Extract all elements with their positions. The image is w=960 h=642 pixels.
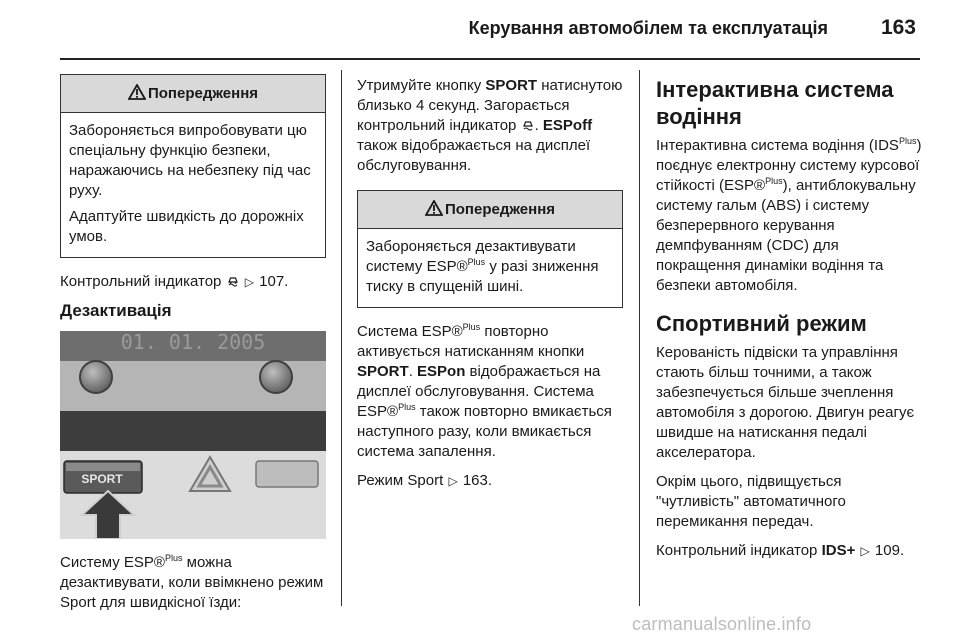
deactivation-intro: Систему ESP®$^{Plus}$ можна дезактивувати, коли ввімкнено режим Sport для швидкісної їзди: (60, 553, 324, 611)
warning-box-1-text-1: Забороняється випробовувати цю спеціальну функцію безпеки, наражаючись на небезпеку під час руху. (69, 122, 311, 199)
sport-mode-description: Керованість підвіски та управління стають більш точними, а також забезпечується більше зчеплення автомобіля з дорогою. Двигун реагує швидше на натискання педалі акселератора. (656, 344, 915, 461)
sport-button-label: SPORT (81, 472, 123, 486)
section-heading-deactivation: Дезактивація (60, 301, 172, 320)
ids-description: Інтерактивна система водіння $(IDS^{Plus})$ поєднує електронну систему курсової стійкості (ESP®$^{Plus}$), антиблокувальну систему гальм (ABS) і систему безперервного керування демпфуванням (CDC) для покращення динаміки водіння та безпеки автомобіля. (656, 136, 922, 294)
esp-indicator-icon (521, 118, 535, 132)
display-date: 01. 01. 2005 (120, 331, 266, 354)
reference-arrow-icon: ▷ (244, 275, 254, 289)
warning-triangle-icon (425, 200, 443, 216)
reactivation-paragraph: Система ESP®$^{Plus}$ повторно активується натисканням кнопки SPORT. ESPon відображається на дисплеї обслуговування. Система ESP®$^{Plus}$ також повторно вмикається наступного разу, коли вмикається система запалення. (357, 322, 612, 460)
column-divider-2 (639, 70, 640, 606)
warning-box-2-header (358, 191, 622, 229)
watermark: carmanualsonline.info (632, 614, 812, 634)
page-link-107[interactable]: 107. (259, 273, 289, 290)
warning-box-2-text: Забороняється дезактивувати систему ESP®$^{Plus}$ у разі зниження тиску в спущеній шині. (366, 238, 599, 295)
sport-button-photo (60, 331, 326, 539)
sport-mode-reference: Режим Sport ▷ 163. (357, 472, 493, 489)
column-3 (656, 76, 924, 570)
column-2 (357, 76, 623, 500)
page-header (60, 0, 920, 60)
reference-arrow-icon: ▷ (448, 474, 458, 488)
deactivation-instructions: Утримуйте кнопку SPORT натиснутою близько 4 секунд. Загорається контрольний індикатор . ESPoff також відображається на дисплеї обслуговування. (357, 77, 623, 174)
ids-indicator-reference: Контрольний індикатор IDS+ ▷ 109. (656, 542, 905, 559)
warning-box-1-text-2: Адаптуйте швидкість до дорожніх умов. (69, 208, 304, 245)
warning-box-1-header (61, 75, 325, 113)
warning-box-2 (357, 190, 623, 308)
section-title-sport-mode: Спортивний режим (656, 311, 867, 336)
reference-arrow-icon: ▷ (860, 544, 870, 558)
column-divider-1 (341, 70, 342, 606)
header-divider (60, 58, 920, 60)
warning-box-1-body (61, 113, 325, 257)
page-number: 163 (880, 16, 916, 39)
chapter-title: Керування автомобілем та експлуатація (468, 18, 828, 38)
column-1 (60, 74, 326, 622)
page-link-109[interactable]: 109. (874, 542, 905, 559)
warning-box-2-body (358, 229, 622, 307)
gearshift-description: Окрім цього, підвищується "чутливість" автоматичного перемикання передач. (656, 473, 846, 530)
warning-box-2-title: Попередження (444, 201, 556, 218)
esp-indicator-icon (226, 274, 240, 288)
page-link-163[interactable]: 163. (462, 472, 493, 489)
warning-box-1-title: Попередження (147, 85, 259, 102)
warning-triangle-icon (128, 84, 146, 100)
section-title-ids: Інтерактивна система водіння (656, 77, 894, 129)
indicator-reference: Контрольний індикатор ▷ 107. (60, 273, 289, 290)
warning-box-1 (60, 74, 326, 258)
